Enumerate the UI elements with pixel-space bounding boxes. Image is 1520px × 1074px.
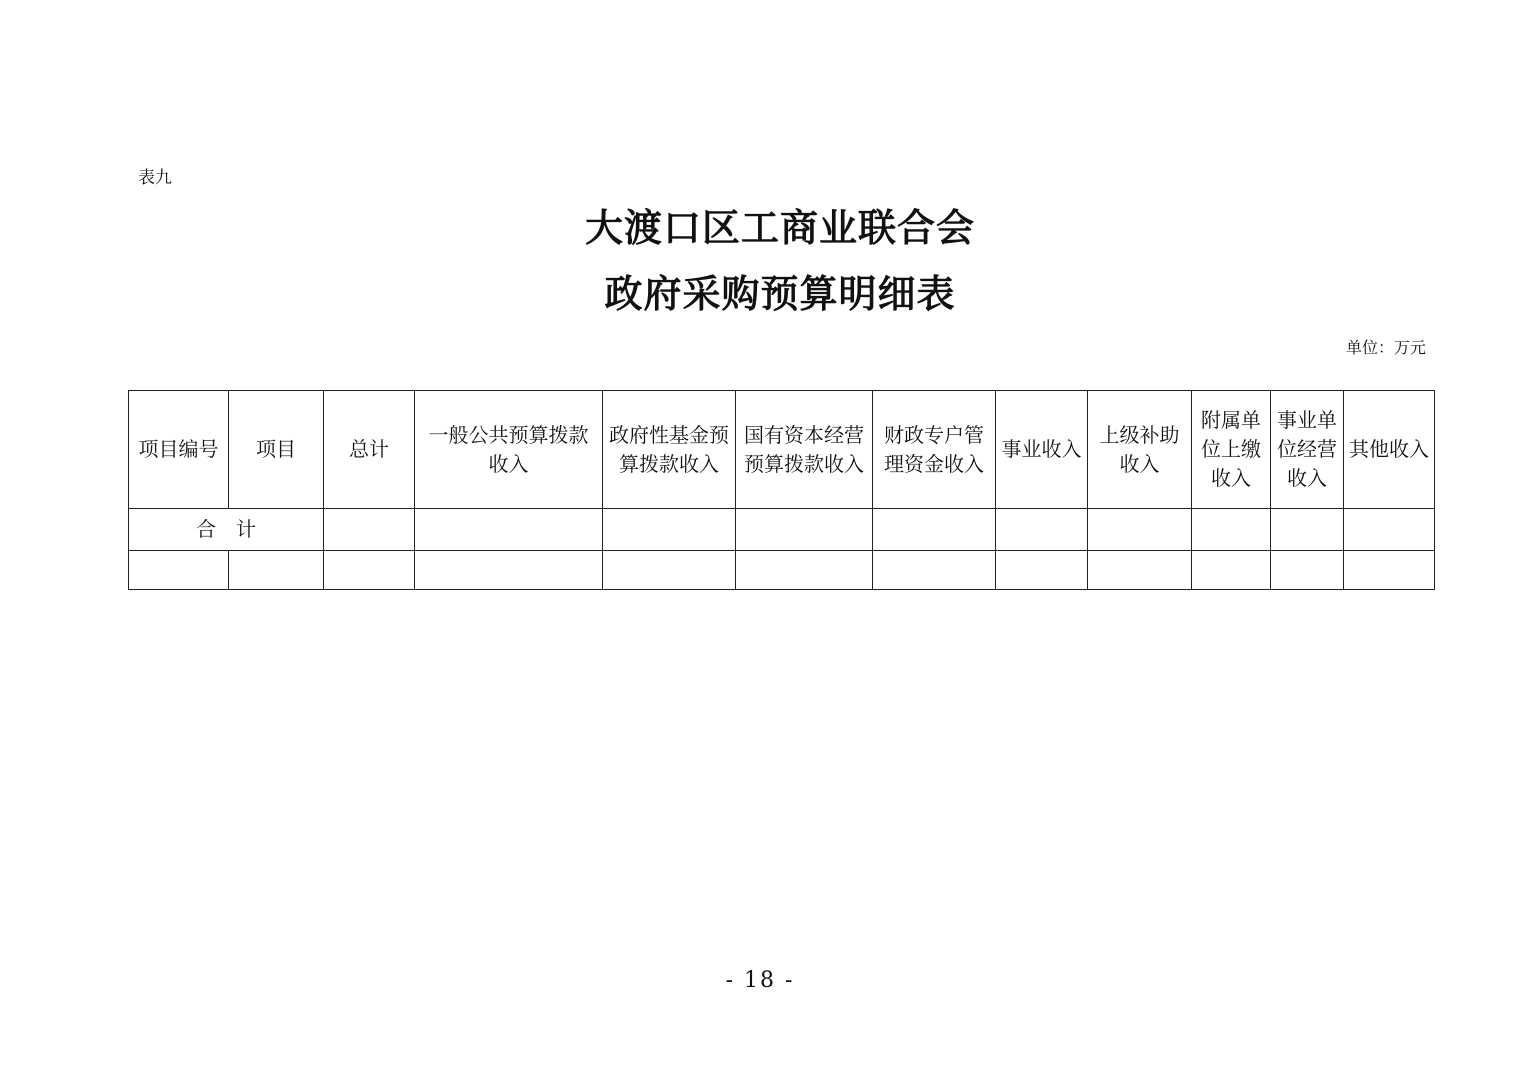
header-business-income: 事业收入 <box>996 391 1088 509</box>
document-title-line2: 政府采购预算明细表 <box>604 271 956 316</box>
header-other-income: 其他收入 <box>1344 391 1435 509</box>
header-special-account-funds: 财政专户管理资金收入 <box>873 391 996 509</box>
table-cell <box>736 551 873 590</box>
unit-label: 单位：万元 <box>1346 338 1427 357</box>
table-cell <box>1088 509 1192 551</box>
table-header-row <box>129 391 1435 509</box>
table-cell <box>996 509 1088 551</box>
header-state-capital-budget: 国有资本经营预算拨款收入 <box>736 391 873 509</box>
table-cell <box>603 509 736 551</box>
header-superior-subsidy: 上级补助收入 <box>1088 391 1192 509</box>
header-project-code: 项目编号 <box>129 391 229 509</box>
header-gov-fund-budget: 政府性基金预算拨款收入 <box>603 391 736 509</box>
table-cell <box>415 509 603 551</box>
table-cell <box>736 509 873 551</box>
header-total: 总计 <box>324 391 415 509</box>
table-cell <box>873 509 996 551</box>
header-general-budget: 一般公共预算拨款收入 <box>415 391 603 509</box>
table-cell <box>324 551 415 590</box>
table-row <box>129 551 1435 590</box>
table-cell <box>324 509 415 551</box>
table-cell <box>1088 551 1192 590</box>
page-number: - 18 - <box>725 968 795 993</box>
table-cell <box>229 551 324 590</box>
table-cell <box>129 551 229 590</box>
table-cell <box>1271 509 1344 551</box>
table-cell <box>873 551 996 590</box>
header-affiliated-remittance: 附属单位上缴收入 <box>1192 391 1271 509</box>
table-cell <box>415 551 603 590</box>
procurement-budget-table <box>128 390 1435 590</box>
table-cell <box>603 551 736 590</box>
table-total-row <box>129 509 1435 551</box>
document-title-line1: 大渡口区工商业联合会 <box>584 205 975 250</box>
table-cell <box>1344 551 1435 590</box>
header-institution-operating-income: 事业单位经营收入 <box>1271 391 1344 509</box>
table-cell <box>1192 551 1271 590</box>
header-project: 项目 <box>229 391 324 509</box>
table-cell <box>1271 551 1344 590</box>
total-label: 合 计 <box>129 509 324 551</box>
table-cell <box>1344 509 1435 551</box>
table-number: 表九 <box>138 168 172 188</box>
table-cell <box>996 551 1088 590</box>
table-cell <box>1192 509 1271 551</box>
